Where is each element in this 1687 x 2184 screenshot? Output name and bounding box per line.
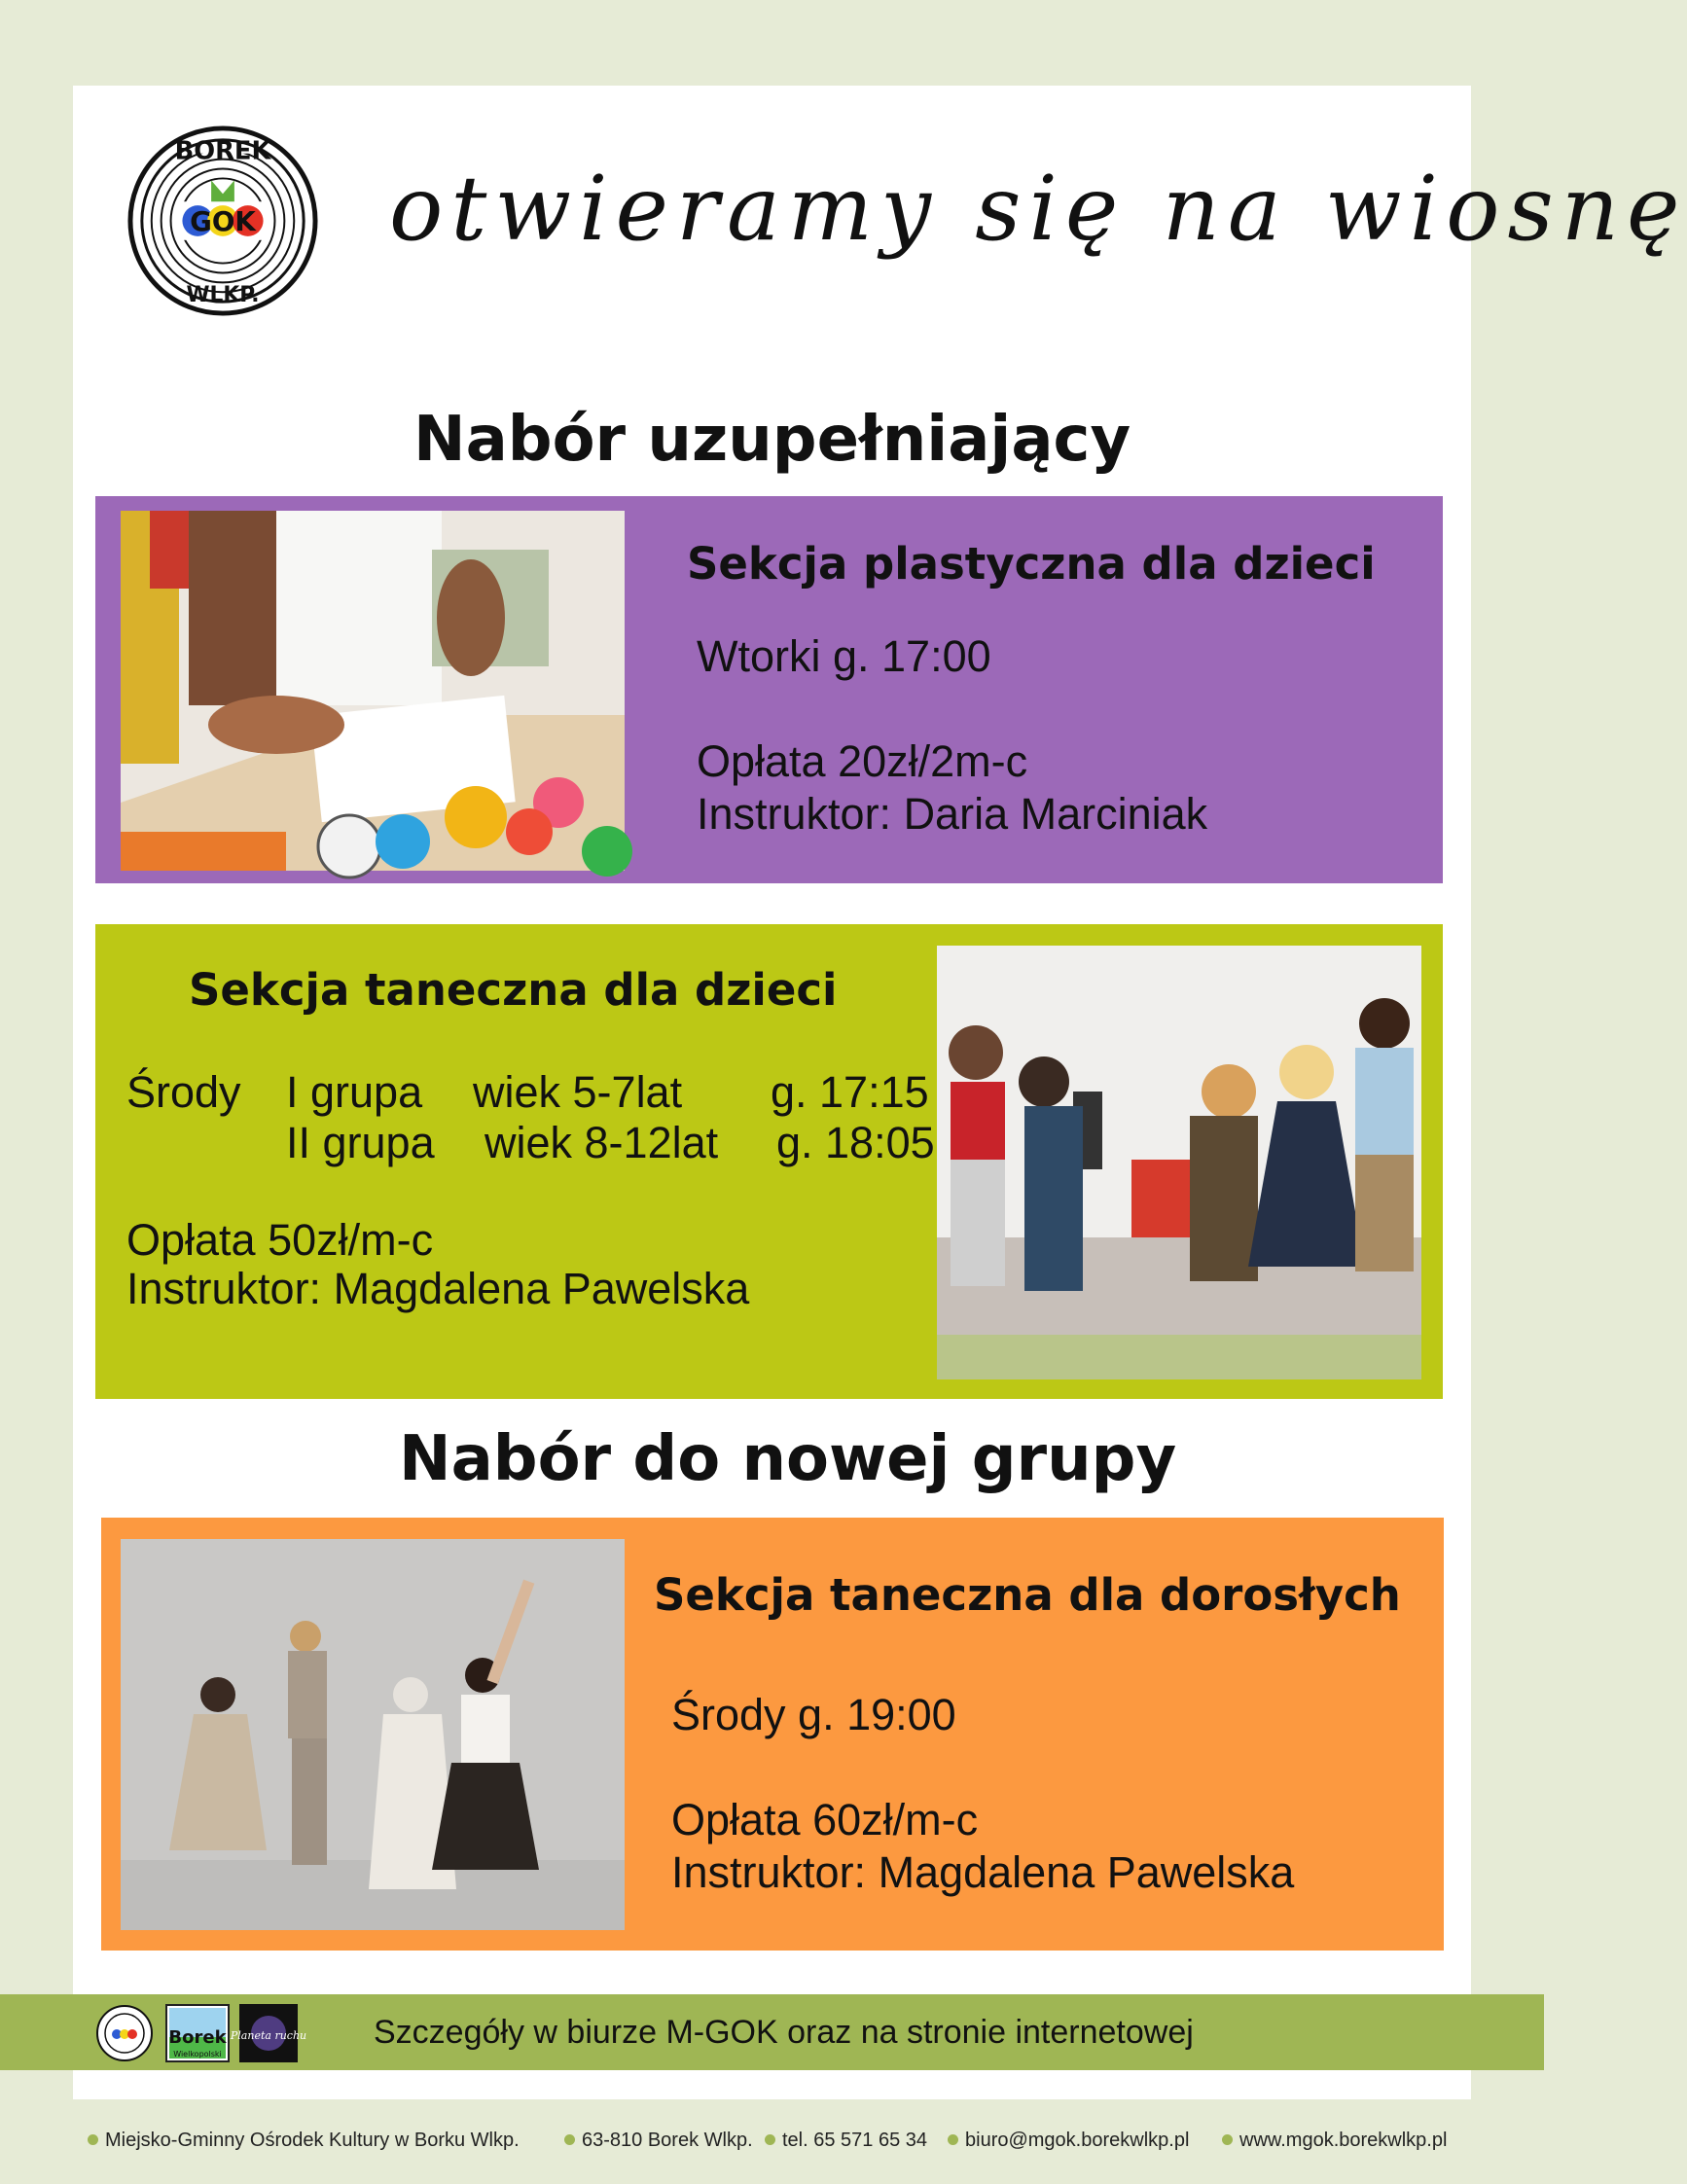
children-dancing-photo — [937, 946, 1421, 1379]
bullet-icon — [1222, 2134, 1233, 2145]
art-section-instructor: Instruktor: Daria Marciniak — [697, 789, 1208, 839]
kids-dance-group1-name: I grupa — [286, 1067, 423, 1117]
contact-address: 63-810 Borek Wlkp. — [564, 2124, 753, 2157]
women-dancing-photo — [121, 1539, 625, 1930]
art-section-schedule: Wtorki g. 17:00 — [697, 631, 991, 681]
footer-info-text: Szczegóły w biurze M-GOK oraz na stronie internetowej — [374, 2014, 1194, 2051]
svg-text:Wielkopolski: Wielkopolski — [173, 2050, 222, 2059]
svg-text:GOK: GOK — [190, 204, 256, 237]
contact-row — [88, 2124, 1469, 2157]
kids-dance-fee: Opłata 50zł/m-c — [126, 1215, 434, 1265]
bullet-icon — [88, 2134, 98, 2145]
footer-planeta-ruchu-logo — [230, 2004, 307, 2062]
adult-dance-heading: Sekcja taneczna dla dorosłych — [654, 1569, 1401, 1621]
contact-phone: tel. 65 571 65 34 — [765, 2124, 927, 2157]
contact-website[interactable]: www.mgok.borekwlkp.pl — [1222, 2124, 1447, 2157]
svg-text:WLKP.: WLKP. — [186, 283, 260, 308]
contact-org: Miejsko-Gminny Ośrodek Kultury w Borku Wlkp. — [88, 2124, 520, 2157]
kids-dance-instructor: Instruktor: Magdalena Pawelska — [126, 1264, 750, 1313]
bullet-icon — [765, 2134, 775, 2145]
svg-text:Borek: Borek — [168, 2027, 227, 2048]
children-painting-photo — [121, 511, 625, 871]
svg-text:Planeta ruchu: Planeta ruchu — [230, 2029, 307, 2042]
art-section-fee: Opłata 20zł/2m-c — [697, 736, 1028, 786]
kids-dance-day: Środy — [126, 1067, 241, 1117]
adult-dance-instructor: Instruktor: Magdalena Pawelska — [671, 1847, 1295, 1897]
svg-text:BOREK: BOREK — [174, 136, 271, 166]
kids-dance-group2-name: II grupa — [286, 1118, 435, 1167]
bullet-icon — [564, 2134, 575, 2145]
footer-borek-wielkopolski-logo — [165, 2004, 230, 2062]
borek-gok-logo — [126, 125, 319, 317]
section-title-supplementary: Nabór uzupełniający — [413, 404, 1131, 476]
headline: otwieramy się na wiosnę — [389, 157, 1687, 261]
contact-email[interactable]: biuro@mgok.borekwlkp.pl — [948, 2124, 1189, 2157]
adult-dance-fee: Opłata 60zł/m-c — [671, 1795, 979, 1844]
section-title-new-group: Nabór do nowej grupy — [399, 1423, 1177, 1495]
kids-dance-group2-age: wiek 8-12lat — [485, 1118, 719, 1167]
kids-dance-heading: Sekcja taneczna dla dzieci — [189, 964, 838, 1016]
footer-borek-gok-logo — [95, 2004, 154, 2062]
adult-dance-schedule: Środy g. 19:00 — [671, 1690, 956, 1739]
kids-dance-group2-time: g. 18:05 — [776, 1118, 935, 1167]
kids-dance-group1-age: wiek 5-7lat — [473, 1067, 683, 1117]
art-section-heading: Sekcja plastyczna dla dzieci — [687, 538, 1376, 590]
kids-dance-group1-time: g. 17:15 — [771, 1067, 929, 1117]
bullet-icon — [948, 2134, 958, 2145]
